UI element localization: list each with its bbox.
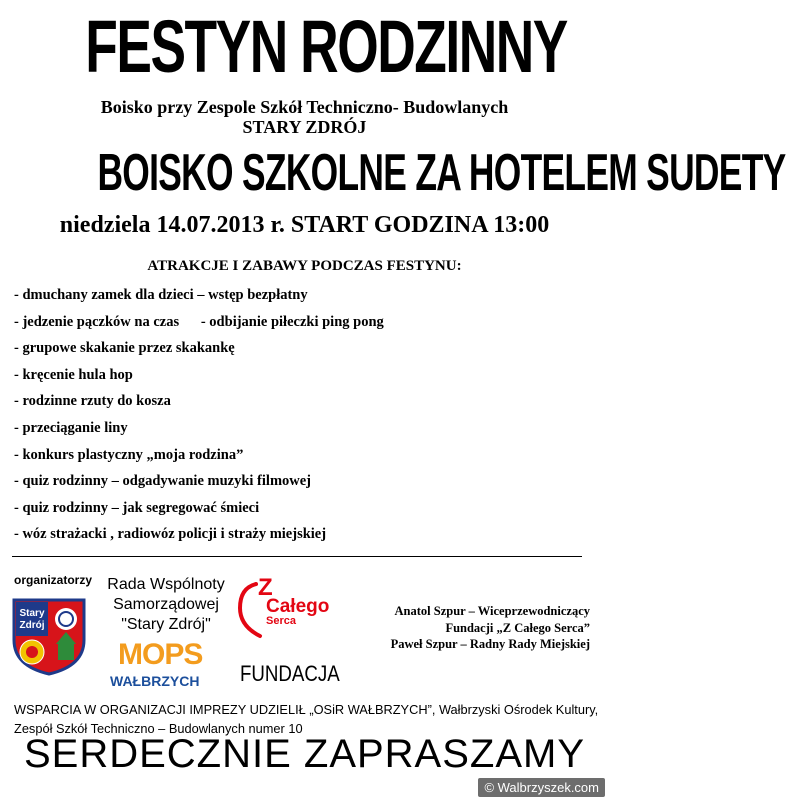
sponsor-line: Paweł Szpur – Radny Rady Miejskiej [390, 637, 590, 651]
poster-title: FESTYN RODZINNY [85, 5, 567, 88]
attractions-heading: ATRAKCJE I ZABAWY PODCZAS FESTYNU: [147, 258, 462, 274]
mops-logo: MOPS [118, 638, 203, 671]
organizers-label: organizatorzy [14, 573, 93, 587]
subtitle-line-2: STARY ZDRÓJ [242, 117, 367, 137]
crest-text-2: Zdrój [19, 620, 45, 631]
divider-line [12, 556, 582, 557]
stary-zdroj-crest-icon [10, 596, 88, 676]
venue-heading: BOISKO SZKOLNE ZA HOTELEM SUDETY [97, 144, 786, 202]
rada-line-1: Rada Wspólnoty [107, 576, 225, 593]
sponsors-block [391, 603, 590, 653]
sponsor-line: Fundacji „Z Całego Serca” [445, 620, 590, 635]
support-text: WSPARCIA W ORGANIZACJI IMPREZY UDZIELIŁ „OSiR WAŁBRZYCH”, Wałbrzyski Ośrodek Kultury, Zespół Szkół Techniczno – Budowlanych numer 10 [14, 702, 599, 736]
list-item: - konkurs plastyczny „moja rodzina” [14, 446, 244, 463]
list-item: - jedzenie pączków na czas - odbijanie piłeczki ping pong [14, 313, 384, 330]
zcs-calego: Całego [266, 596, 330, 617]
date-line: niedziela 14.07.2013 r. START GODZINA 13:00 [59, 212, 550, 238]
list-item: - grupowe skakanie przez skakankę [14, 340, 235, 357]
list-item: - kręcenie hula hop [14, 366, 133, 383]
zcs-z: Z [258, 574, 273, 601]
mops-city: WAŁBRZYCH [110, 673, 200, 689]
zcs-serca: Serca [266, 615, 296, 627]
list-item: - quiz rodzinny – jak segregować śmieci [14, 499, 260, 516]
fundacja-label: FUNDACJA [240, 661, 340, 686]
rada-line-2: Samorządowej [113, 596, 219, 613]
list-item: - przeciąganie liny [14, 419, 128, 436]
rada-line-3: "Stary Zdrój" [121, 616, 211, 633]
list-item: - quiz rodzinny – odgadywanie muzyki filmowej [14, 473, 312, 490]
rada-logo-text [104, 575, 228, 635]
watermark: © Walbrzyszek.com [478, 778, 605, 797]
list-item: - wóz strażacki , radiowóz policji i straży miejskiej [14, 526, 327, 543]
list-item: - rodzinne rzuty do kosza [14, 393, 171, 410]
subtitle-line-1: Boisko przy Zespole Szkół Techniczno- Budowlanych [100, 97, 509, 117]
attractions-list [14, 284, 604, 550]
sponsor-line: Anatol Szpur – Wiceprzewodniczący [394, 604, 590, 618]
footer-invitation: SERDECZNIE ZAPRASZAMY [23, 732, 586, 776]
crest-text-1: Stary [19, 608, 45, 619]
list-item: - dmuchany zamek dla dzieci – wstęp bezpłatny [14, 287, 308, 303]
